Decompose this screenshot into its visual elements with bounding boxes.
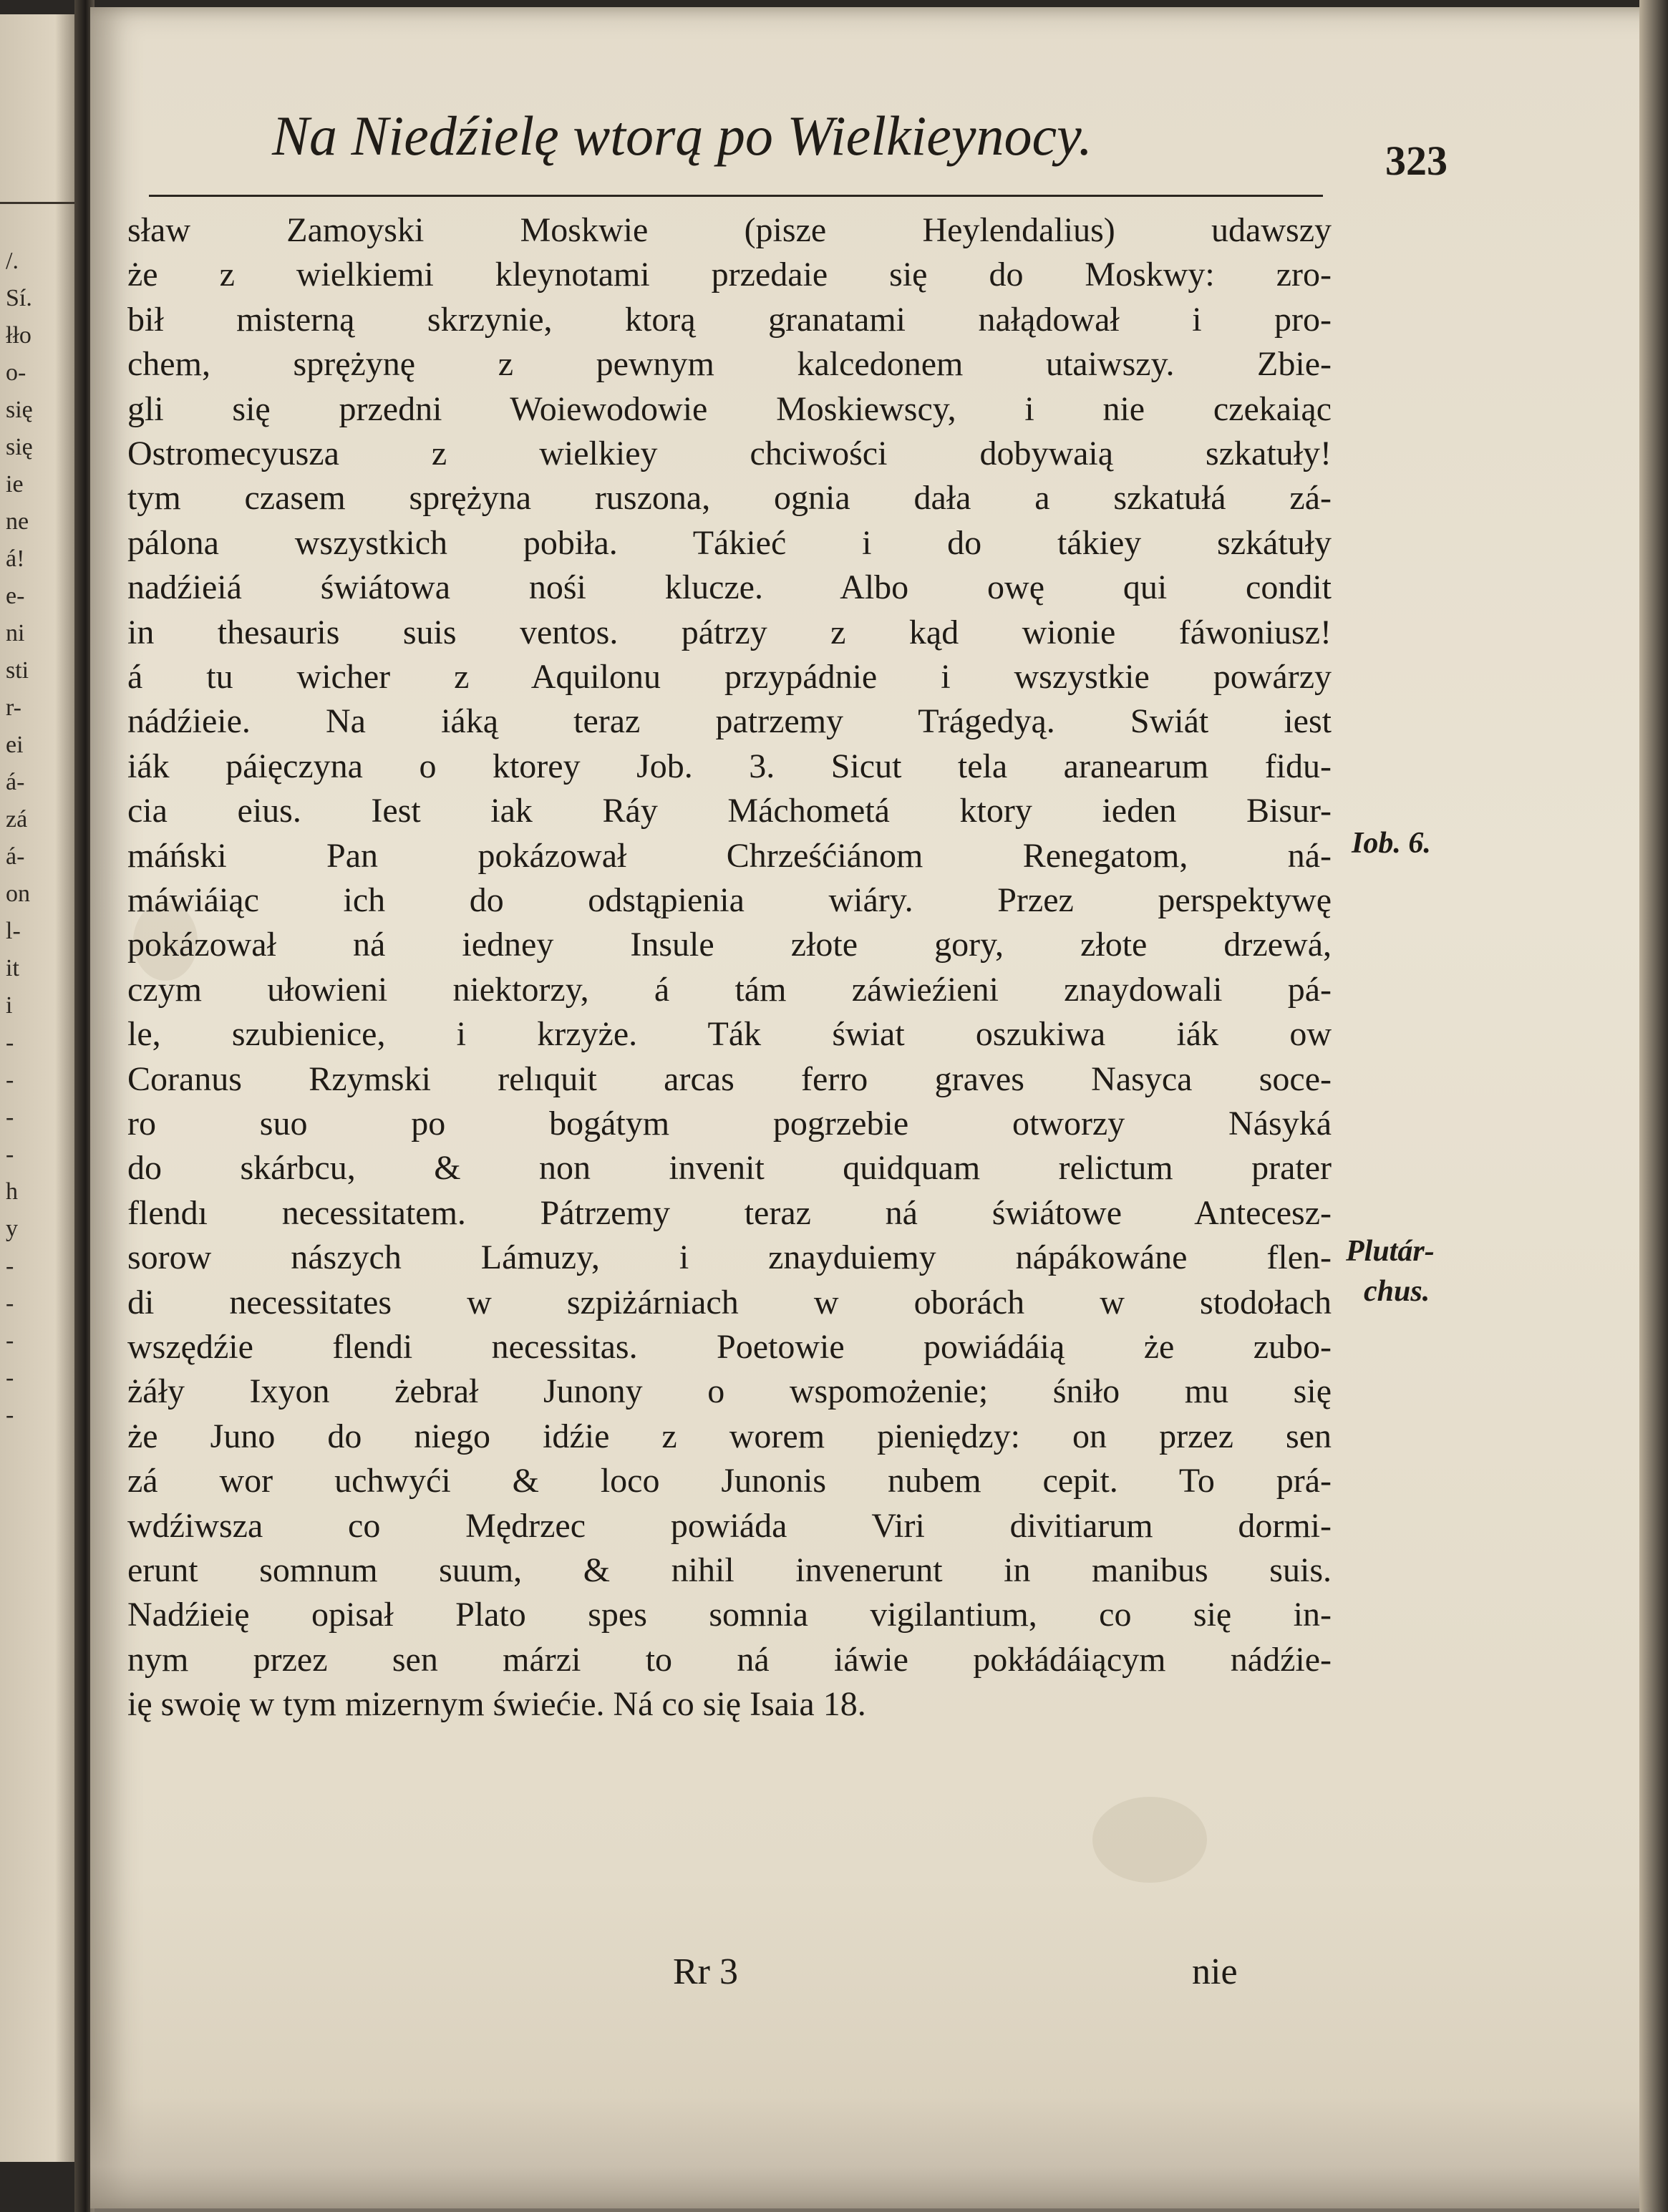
text-line: Ostromecyusza z wielkiey chciwości dobywaią szkatuły! xyxy=(127,435,1332,472)
margin-note-job: Iob. 6. xyxy=(1352,827,1431,860)
text-line: erunt somnum suum, & nihil invenerunt in manibus suis. xyxy=(127,1551,1332,1589)
text-line: le, szubienice, i krzyże. Ták świat oszukiwa iák ow xyxy=(127,1015,1332,1054)
previous-page-fragment: - xyxy=(6,1402,14,1428)
previous-page-fragment: - xyxy=(6,1327,14,1354)
text-line: Nadźieię opisał Plato spes somnia vigilantium, co się in- xyxy=(127,1596,1332,1634)
catchword: nie xyxy=(1192,1951,1238,1992)
text-line: bił misterną skrzynie, ktorą granatami nałądował i pro- xyxy=(127,300,1332,339)
text-line: czym ułowieni niektorzy, á tám záwieźieni znaydowali pá- xyxy=(127,970,1332,1009)
previous-page-fragment: - xyxy=(6,1104,14,1130)
text-line: nadźieiá świátowa nośi klucze. Albo owę qui condit xyxy=(127,568,1332,607)
previous-page-fragment: zá xyxy=(6,806,28,833)
text-line: sław Zamoyski Moskwie (pisze Heylendalius) udawszy xyxy=(127,211,1332,249)
previous-page-fragment: ie xyxy=(6,471,24,498)
text-line: máwiáiąc ich do odstąpienia wiáry. Przez perspektywę xyxy=(127,881,1332,919)
text-line: żáły Ixyon żebrał Junony o wspomożenie; śniło mu się xyxy=(127,1372,1332,1411)
page-number: 323 xyxy=(1385,137,1448,184)
text-line: ię swoię w tym mizernym świećie. Ná co się Isaia 18. xyxy=(127,1685,866,1724)
previous-page-fragment: Ѕí. xyxy=(6,285,32,311)
paper-stain xyxy=(1092,1797,1207,1883)
previous-page-fragment: sti xyxy=(6,657,29,684)
previous-page-fragment: - xyxy=(6,1141,14,1168)
text-line: wszędźie flendi necessitas. Poetowie powiádáią że zubo- xyxy=(127,1328,1332,1366)
text-line: wdźiwsza co Mędrzec powiáda Viri divitiarum dormi- xyxy=(127,1506,1332,1545)
running-head: Na Niedźielę wtorą po Wielkieynocy. xyxy=(272,105,1092,167)
previous-page-fragment: o- xyxy=(6,359,26,386)
text-line: nym przez sen márzi to ná iáwie pokłádáiącym nádźie- xyxy=(127,1640,1332,1679)
worn-page-edge xyxy=(90,2097,1658,2212)
text-line: cia eius. Iest iak Ráy Máchometá ktory ieden Bisur- xyxy=(127,792,1332,830)
text-line: máński Pan pokázował Chrześćiánom Renegatom, ná- xyxy=(127,836,1332,875)
text-line: gli się przedni Woiewodowie Moskiewscy, i nie czekaiąc xyxy=(127,389,1332,428)
text-line: sorow nászych Lámuzy, i znayduiemy nápákowáne flen- xyxy=(127,1238,1332,1277)
text-line: pálona wszystkich pobiła. Tákieć i do tákiey szkátuły xyxy=(127,523,1332,562)
previous-page-edge xyxy=(0,14,79,2162)
text-line: in thesauris suis ventos. pátrzy z kąd wionie fáwoniusz! xyxy=(127,613,1332,651)
previous-page-fragment: i xyxy=(6,992,13,1019)
previous-page-fragment: się xyxy=(6,397,33,423)
previous-page-fragment: ne xyxy=(6,508,29,535)
previous-page-fragment: á- xyxy=(6,769,25,795)
text-line: tym czasem sprężyna ruszona, ognia dała a szkatułá zá- xyxy=(127,479,1332,518)
signature-mark: Rr 3 xyxy=(673,1951,738,1992)
previous-page-fragment: ni xyxy=(6,620,25,646)
page-right-edge xyxy=(1639,0,1668,2212)
text-line: Coranus Rzymski relıquit arcas ferro graves Nasyca soce- xyxy=(127,1059,1332,1098)
previous-page-fragment: á! xyxy=(6,545,25,572)
text-line: á tu wicher z Aquilonu przypádnie i wszystkie powárzy xyxy=(127,658,1332,696)
previous-page-fragment: - xyxy=(6,1067,14,1093)
previous-page-fragment: y xyxy=(6,1216,18,1242)
header-rule xyxy=(149,195,1323,197)
margin-note-plutarchus-2: chus. xyxy=(1364,1275,1430,1308)
previous-page-fragment: e- xyxy=(6,583,25,609)
previous-page-fragment: - xyxy=(6,1364,14,1391)
text-line: że Juno do niego idźie z worem pieniędzy: on przez sen xyxy=(127,1417,1332,1455)
previous-page-fragment: - xyxy=(6,1290,14,1316)
previous-page-fragment: - xyxy=(6,1029,14,1056)
previous-page-fragment: á- xyxy=(6,843,25,870)
text-line: że z wielkiemi kleynotami przedaie się do Moskwy: zro- xyxy=(127,256,1332,294)
previous-page-fragment: się xyxy=(6,434,33,460)
previous-page-fragment: /. xyxy=(6,248,19,274)
previous-page-fragment: h xyxy=(6,1178,18,1205)
previous-page-fragment: r- xyxy=(6,694,21,721)
previous-page-fragment: on xyxy=(6,881,30,907)
text-line: do skárbcu, & non invenit quidquam relictum prater xyxy=(127,1149,1332,1188)
previous-page-fragment: l- xyxy=(6,918,21,944)
text-line: ro suo po bogátym pogrzebie otworzy Násyká xyxy=(127,1105,1332,1143)
text-line: zá wor uchwyći & loco Junonis nubem cepit. To prá- xyxy=(127,1462,1332,1500)
text-line: di necessitates w szpiżárniach w oborách w stodołach xyxy=(127,1283,1332,1321)
text-line: pokázował ná iedney Insule złote gory, złote drzewá, xyxy=(127,926,1332,964)
previous-page-fragment: łło xyxy=(6,322,31,349)
text-line: nádźieie. Na iáką teraz patrzemy Trágedyą. Swiát iest xyxy=(127,702,1332,741)
text-line: chem, sprężynę z pewnym kalcedonem utaiwszy. Zbie- xyxy=(127,345,1332,384)
previous-page-fragment: it xyxy=(6,955,19,981)
text-line: flendı necessitatem. Pátrzemy teraz ná świátowe Antecesz- xyxy=(127,1193,1332,1232)
previous-page-fragment: ei xyxy=(6,732,24,758)
previous-page-fragment: - xyxy=(6,1253,14,1279)
margin-note-plutarchus-1: Plutár- xyxy=(1346,1235,1435,1268)
previous-page-rule xyxy=(0,202,75,204)
text-line: iák páięczyna o ktorey Job. 3. Sicut tela aranearum fidu- xyxy=(127,747,1332,785)
